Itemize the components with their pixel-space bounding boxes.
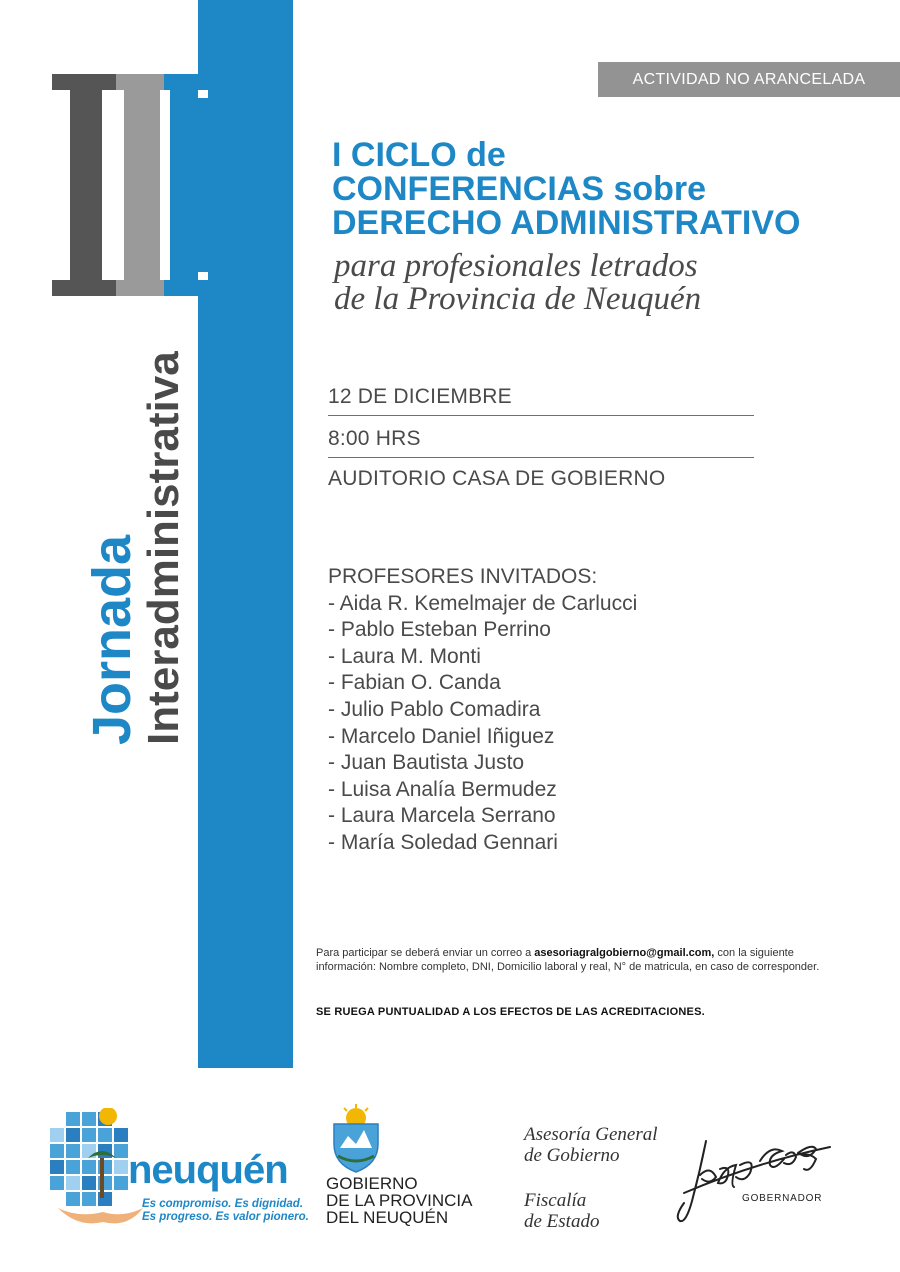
contact-email: asesoriagralgobierno@gmail.com, [534,947,715,959]
professor-item: - Juan Bautista Justo [328,751,525,775]
asesoria-line-1: Asesoría General [524,1124,658,1145]
event-subtitle [334,250,701,316]
professor-item: - Luisa Analía Bermudez [328,777,557,801]
event-title [332,138,892,240]
governor-signature [676,1135,836,1227]
professors-heading: PROFESORES INVITADOS: [328,565,598,588]
professor-item: - Fabian O. Canda [328,671,501,695]
professors-list [328,591,637,857]
title-line-2: CONFERENCIAS sobre [332,170,707,208]
title-line-1: I CICLO de [332,136,506,174]
slogan-line-2: Es progreso. Es valor pionero. [142,1211,309,1223]
event-location: AUDITORIO CASA DE GOBIERNO [328,467,666,490]
asesoria-general-label [524,1124,658,1166]
instructions-text-end: con la siguiente información: Nombre completo, DNI, Domicilio laboral y real, N° de matricula, en caso de corresponder. [316,947,820,973]
gov-line-2: DE LA PROVINCIA [326,1191,473,1210]
subtitle-line-1: para profesionales letrados [334,248,698,284]
registration-instructions [316,946,856,974]
punctuality-notice: SE RUEGA PUNTUALIDAD A LOS EFECTOS DE LAS ACREDITACIONES. [316,1006,705,1018]
gov-line-1: GOBIERNO [326,1174,418,1193]
professor-item: - Pablo Esteban Perrino [328,618,551,642]
title-line-3: DERECHO ADMINISTRATIVO [332,204,801,242]
guest-professors [328,564,637,857]
professor-item: - Aida R. Kemelmajer de Carlucci [328,591,638,615]
fiscalia-line-1: Fiscalía [524,1190,587,1211]
fiscalia-line-2: de Estado [524,1211,600,1232]
professor-item: - Laura M. Monti [328,644,481,668]
jornada-word: Jornada [82,534,142,745]
roman-numeral-three-emblem [48,72,218,298]
instructions-text-start: Para participar se deberá enviar un correo a [316,947,535,959]
provincial-shield-icon [326,1104,386,1174]
professor-item: - Laura Marcela Serrano [328,804,556,828]
professor-item: - Marcelo Daniel Iñiguez [328,724,555,748]
fiscalia-label [524,1190,599,1232]
provincial-government-name [326,1175,472,1226]
event-time: 8:00 HRS [328,427,754,458]
professor-item: - Julio Pablo Comadira [328,697,541,721]
interadministrativa-word: Interadministrativa [139,351,188,745]
free-activity-badge: ACTIVIDAD NO ARANCELADA [598,62,900,97]
professor-item: - María Soledad Gennari [328,830,558,854]
governor-title: GOBERNADOR [742,1193,823,1204]
event-date: 12 DE DICIEMBRE [328,385,754,416]
slogan-line-1: Es compromiso. Es dignidad. [142,1198,304,1210]
jornada-vertical-title [82,351,189,745]
subtitle-line-2: de la Provincia de Neuquén [334,281,702,317]
gov-line-3: DEL NEUQUÉN [326,1208,449,1227]
province-slogan [142,1198,309,1224]
neuquen-wordmark: neuquén [128,1148,288,1192]
asesoria-line-2: de Gobierno [524,1145,620,1166]
